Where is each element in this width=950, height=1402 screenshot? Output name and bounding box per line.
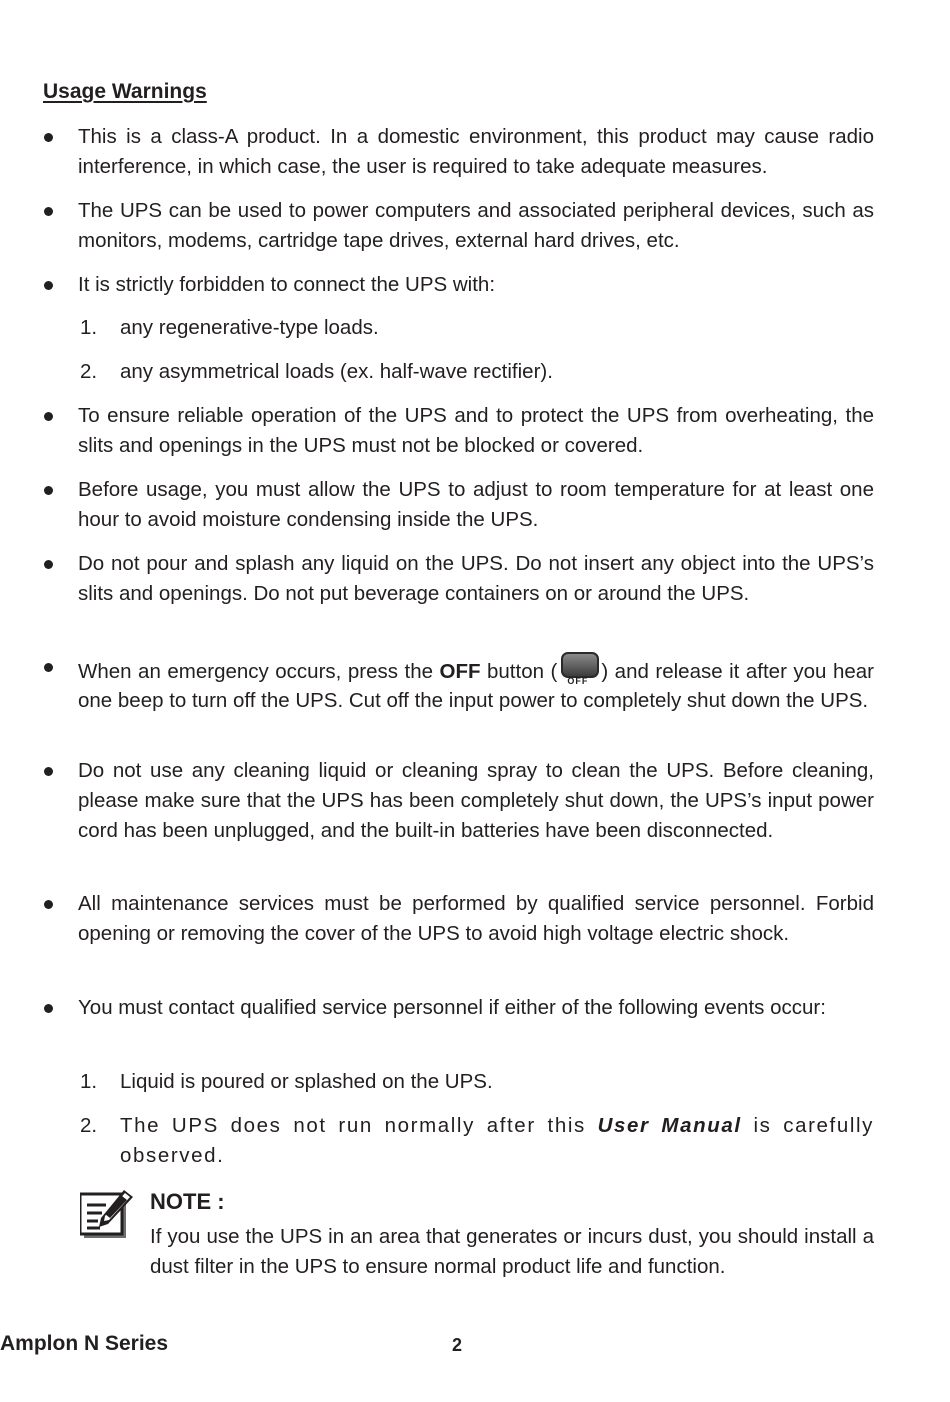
bullet-icon xyxy=(44,900,53,909)
bullet-icon xyxy=(44,663,53,672)
warning-item: It is strictly forbidden to connect the UPS with: xyxy=(78,270,874,300)
list-item: 1. Liquid is poured or splashed on the UPS. xyxy=(80,1070,493,1093)
warning-item: Do not use any cleaning liquid or cleaning spray to clean the UPS. Before cleaning, please make sure that the UPS has been completely shut down, the UPS’s input power cord has been unplugged, and the built-in batteries have been disconnected. xyxy=(78,756,874,846)
note-pencil-icon xyxy=(80,1190,134,1240)
bullet-icon xyxy=(44,412,53,421)
bullet-icon xyxy=(44,1004,53,1013)
footer-series: Amplon N Series xyxy=(0,1332,169,1355)
warning-item: The UPS can be used to power computers and associated peripheral devices, such as monitors, modems, cartridge tape drives, external hard drives, etc. xyxy=(78,196,874,256)
warning-item: You must contact qualified service personnel if either of the following events occur: xyxy=(78,993,874,1023)
bullet-icon xyxy=(44,486,53,495)
warning-item: To ensure reliable operation of the UPS and to protect the UPS from overheating, the slits and openings in the UPS must not be blocked or covered. xyxy=(78,401,874,461)
list-item: 2. The UPS does not run normally after this User Manual is carefully observed. xyxy=(80,1114,874,1167)
warning-item: Do not pour and splash any liquid on the UPS. Do not insert any object into the UPS’s slits and openings. Do not put beverage containers on or around the UPS. xyxy=(78,549,874,609)
bullet-icon xyxy=(44,281,53,290)
warning-item: Before usage, you must allow the UPS to adjust to room temperature for at least one hour to avoid moisture condensing inside the UPS. xyxy=(78,475,874,535)
list-item: 2. any asymmetrical loads (ex. half-wave rectifier). xyxy=(80,360,553,383)
bullet-icon xyxy=(44,133,53,142)
warning-item: All maintenance services must be performed by qualified service personnel. Forbid opening or removing the cover of the UPS to avoid high voltage electric shock. xyxy=(78,889,874,949)
bullet-icon xyxy=(44,767,53,776)
bullet-icon xyxy=(44,560,53,569)
section-heading: Usage Warnings xyxy=(43,80,207,103)
note-title: NOTE : xyxy=(150,1189,225,1214)
warning-item: When an emergency occurs, press the OFF button ( OFF ) and release it after you hear one beep to turn off the UPS. Cut off the input power to completely shut down the UPS. xyxy=(78,652,874,715)
off-button-icon: OFF xyxy=(559,652,599,686)
note-text: If you use the UPS in an area that generates or incurs dust, you should install a dust filter in the UPS to ensure normal product life and function. xyxy=(150,1225,874,1278)
page-number: 2 xyxy=(452,1335,463,1355)
bullet-icon xyxy=(44,207,53,216)
warning-item: This is a class-A product. In a domestic environment, this product may cause radio interference, in which case, the user is required to take adequate measures. xyxy=(78,122,874,182)
list-item: 1. any regenerative-type loads. xyxy=(80,316,379,339)
